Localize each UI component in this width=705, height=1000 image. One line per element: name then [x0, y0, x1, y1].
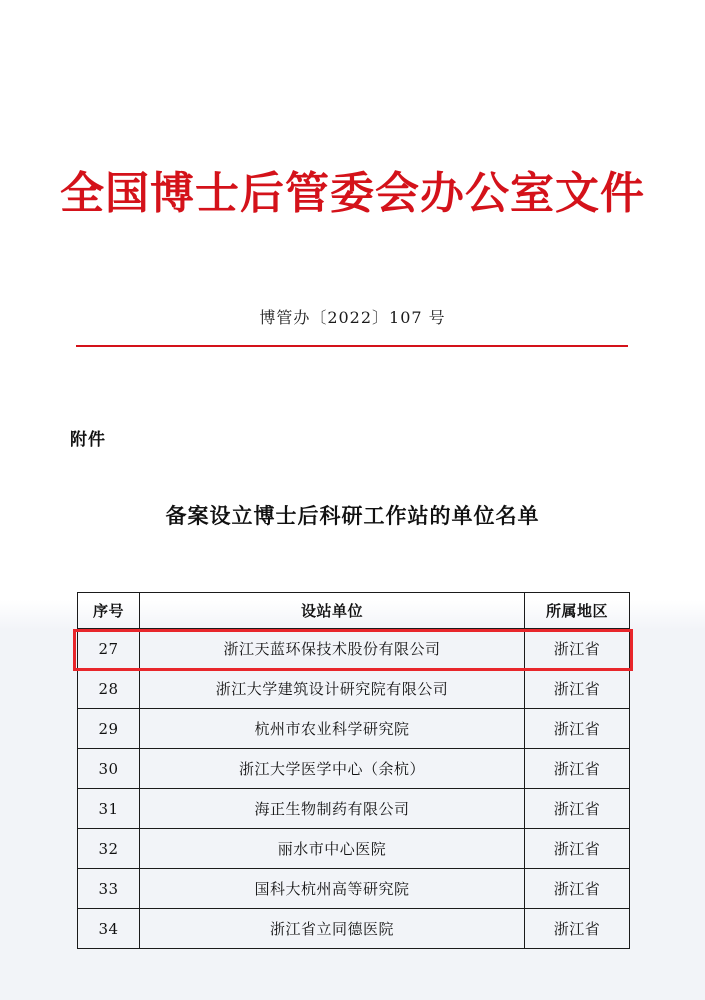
document-number: 博管办〔2022〕107 号 — [259, 308, 446, 327]
cell-seq: 34 — [78, 909, 140, 949]
cell-seq: 33 — [78, 869, 140, 909]
table-row — [78, 749, 630, 789]
red-divider-rule — [76, 345, 628, 347]
cell-unit: 浙江天蓝环保技术股份有限公司 — [140, 629, 525, 669]
column-header-unit: 设站单位 — [140, 593, 525, 629]
cell-seq: 27 — [78, 629, 140, 669]
table-row — [78, 629, 630, 669]
table-row — [78, 709, 630, 749]
table-row — [78, 669, 630, 709]
cell-unit: 丽水市中心医院 — [140, 829, 525, 869]
table-row — [78, 789, 630, 829]
cell-region: 浙江省 — [525, 669, 630, 709]
column-header-region: 所属地区 — [525, 593, 630, 629]
cell-unit: 杭州市农业科学研究院 — [140, 709, 525, 749]
cell-seq: 29 — [78, 709, 140, 749]
cell-unit: 海正生物制药有限公司 — [140, 789, 525, 829]
cell-unit: 浙江大学建筑设计研究院有限公司 — [140, 669, 525, 709]
cell-region: 浙江省 — [525, 829, 630, 869]
cell-unit: 浙江省立同德医院 — [140, 909, 525, 949]
cell-unit: 国科大杭州高等研究院 — [140, 869, 525, 909]
table-row — [78, 829, 630, 869]
cell-region: 浙江省 — [525, 869, 630, 909]
cell-seq: 30 — [78, 749, 140, 789]
cell-region: 浙江省 — [525, 909, 630, 949]
cell-region: 浙江省 — [525, 629, 630, 669]
table-row — [78, 869, 630, 909]
cell-region: 浙江省 — [525, 709, 630, 749]
cell-region: 浙江省 — [525, 749, 630, 789]
cell-seq: 31 — [78, 789, 140, 829]
list-title: 备案设立博士后科研工作站的单位名单 — [165, 503, 540, 528]
cell-region: 浙江省 — [525, 789, 630, 829]
table-row — [78, 909, 630, 949]
unit-list-table — [77, 592, 630, 949]
attachment-label: 附件 — [70, 430, 106, 450]
document-title: 全国博士后管委会办公室文件 — [60, 168, 645, 219]
cell-unit: 浙江大学医学中心（余杭） — [140, 749, 525, 789]
cell-seq: 28 — [78, 669, 140, 709]
table-header-row — [78, 593, 630, 629]
column-header-seq: 序号 — [78, 593, 140, 629]
cell-seq: 32 — [78, 829, 140, 869]
